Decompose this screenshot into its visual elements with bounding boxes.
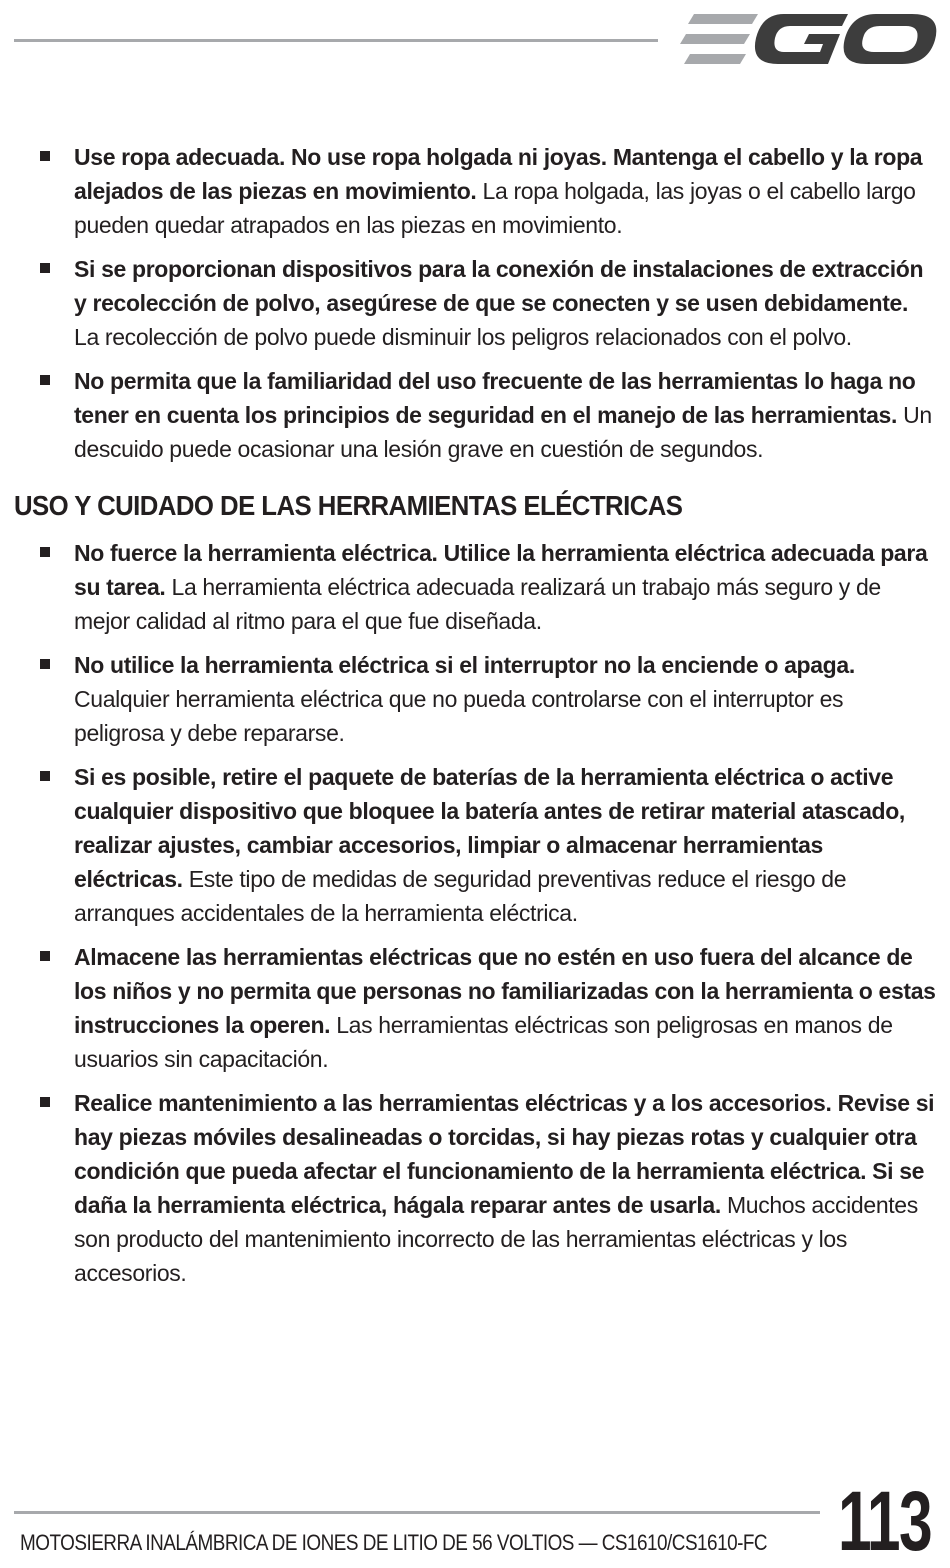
bullet-bold-text: Almacene las herramientas eléctricas que no estén en uso fuera del alcance de los niños y no permita que personas no familiarizadas con la herramienta o estas instrucciones la operen. xyxy=(74,944,936,1038)
bullet-body-text: Cualquier herramienta eléctrica que no pueda controlarse con el interruptor es peligrosa y debe repararse. xyxy=(74,686,844,746)
bullet-body-text: La recolección de polvo puede disminuir los peligros relacionados con el polvo. xyxy=(74,324,852,350)
bullet-item xyxy=(14,940,936,1076)
section-heading: USO Y CUIDADO DE LAS HERRAMIENTAS ELÉCTRICAS xyxy=(14,490,683,521)
bullet-list-section xyxy=(14,536,936,1290)
bullet-body-text: Un descuido puede ocasionar una lesión grave en cuestión de segundos. xyxy=(74,402,932,462)
logo-letter-g xyxy=(755,14,848,64)
bullet-square-icon xyxy=(40,375,50,385)
header-rule xyxy=(14,39,658,42)
logo-letter-e xyxy=(680,14,758,64)
page-number: 113 xyxy=(838,1474,932,1568)
bullet-square-icon xyxy=(40,151,50,161)
bullet-bold-text: No permita que la familiaridad del uso frecuente de las herramientas lo haga no tener en cuenta los principios de seguridad en el manejo de las herramientas. xyxy=(74,368,916,428)
bullet-square-icon xyxy=(40,547,50,557)
footer-title: MOTOSIERRA INALÁMBRICA DE IONES DE LITIO DE 56 VOLTIOS — CS1610/CS1610-FC xyxy=(20,1530,768,1555)
bullet-square-icon xyxy=(40,951,50,961)
bullet-item xyxy=(14,536,936,638)
bullet-list-top xyxy=(14,140,936,466)
bullet-bold-text: No fuerce la herramienta eléctrica. Utilice la herramienta eléctrica adecuada para su tarea. xyxy=(74,540,928,600)
bullet-body-text: Este tipo de medidas de seguridad preventivas reduce el riesgo de arranques accidentales de la herramienta eléctrica. xyxy=(74,866,847,926)
bullet-bold-text: Si es posible, retire el paquete de baterías de la herramienta eléctrica o active cualquier dispositivo que bloquee la batería antes de retirar material atascado, realizar ajustes, cambiar accesorios, limpiar o almacenar herramientas eléctricas. xyxy=(74,764,905,892)
bullet-item xyxy=(14,760,936,930)
bullet-item xyxy=(14,364,936,466)
bullet-item xyxy=(14,140,936,242)
bullet-item xyxy=(14,252,936,354)
bullet-bold-text: No utilice la herramienta eléctrica si el interruptor no la enciende o apaga. xyxy=(74,652,855,678)
bullet-body-text: La ropa holgada, las joyas o el cabello largo pueden quedar atrapados en las piezas en movimiento. xyxy=(74,178,916,238)
bullet-item xyxy=(14,648,936,750)
bullet-square-icon xyxy=(40,771,50,781)
footer-rule xyxy=(14,1511,820,1514)
bullet-body-text: Muchos accidentes son producto del mantenimiento incorrecto de las herramientas eléctricas y los accesorios. xyxy=(74,1192,918,1286)
bullet-body-text: La herramienta eléctrica adecuada realizará un trabajo más seguro y de mejor calidad al ritmo para el que fue diseñada. xyxy=(74,574,881,634)
bullet-item xyxy=(14,1086,936,1290)
bullet-square-icon xyxy=(40,659,50,669)
bullet-bold-text: Use ropa adecuada. No use ropa holgada ni joyas. Mantenga el cabello y la ropa alejados de las piezas en movimiento. xyxy=(74,144,923,204)
bullet-body-text: Las herramientas eléctricas son peligrosas en manos de usuarios sin capacitación. xyxy=(74,1012,893,1072)
bullet-bold-text: Realice mantenimiento a las herramientas eléctricas y a los accesorios. Revise si hay piezas móviles desalineadas o torcidas, si hay piezas rotas y cualquier otra condición que pueda afectar el funcionamiento de la herramienta eléctrica. Si se daña la herramienta eléctrica, hágala reparar antes de usarla. xyxy=(74,1090,935,1218)
page-content xyxy=(14,140,936,1300)
ego-logo xyxy=(680,10,938,70)
bullet-square-icon xyxy=(40,1097,50,1107)
bullet-square-icon xyxy=(40,263,50,273)
bullet-bold-text: Si se proporcionan dispositivos para la conexión de instalaciones de extracción y recolección de polvo, asegúrese de que se conecten y se usen debidamente. xyxy=(74,256,924,316)
logo-letter-o xyxy=(844,14,937,64)
